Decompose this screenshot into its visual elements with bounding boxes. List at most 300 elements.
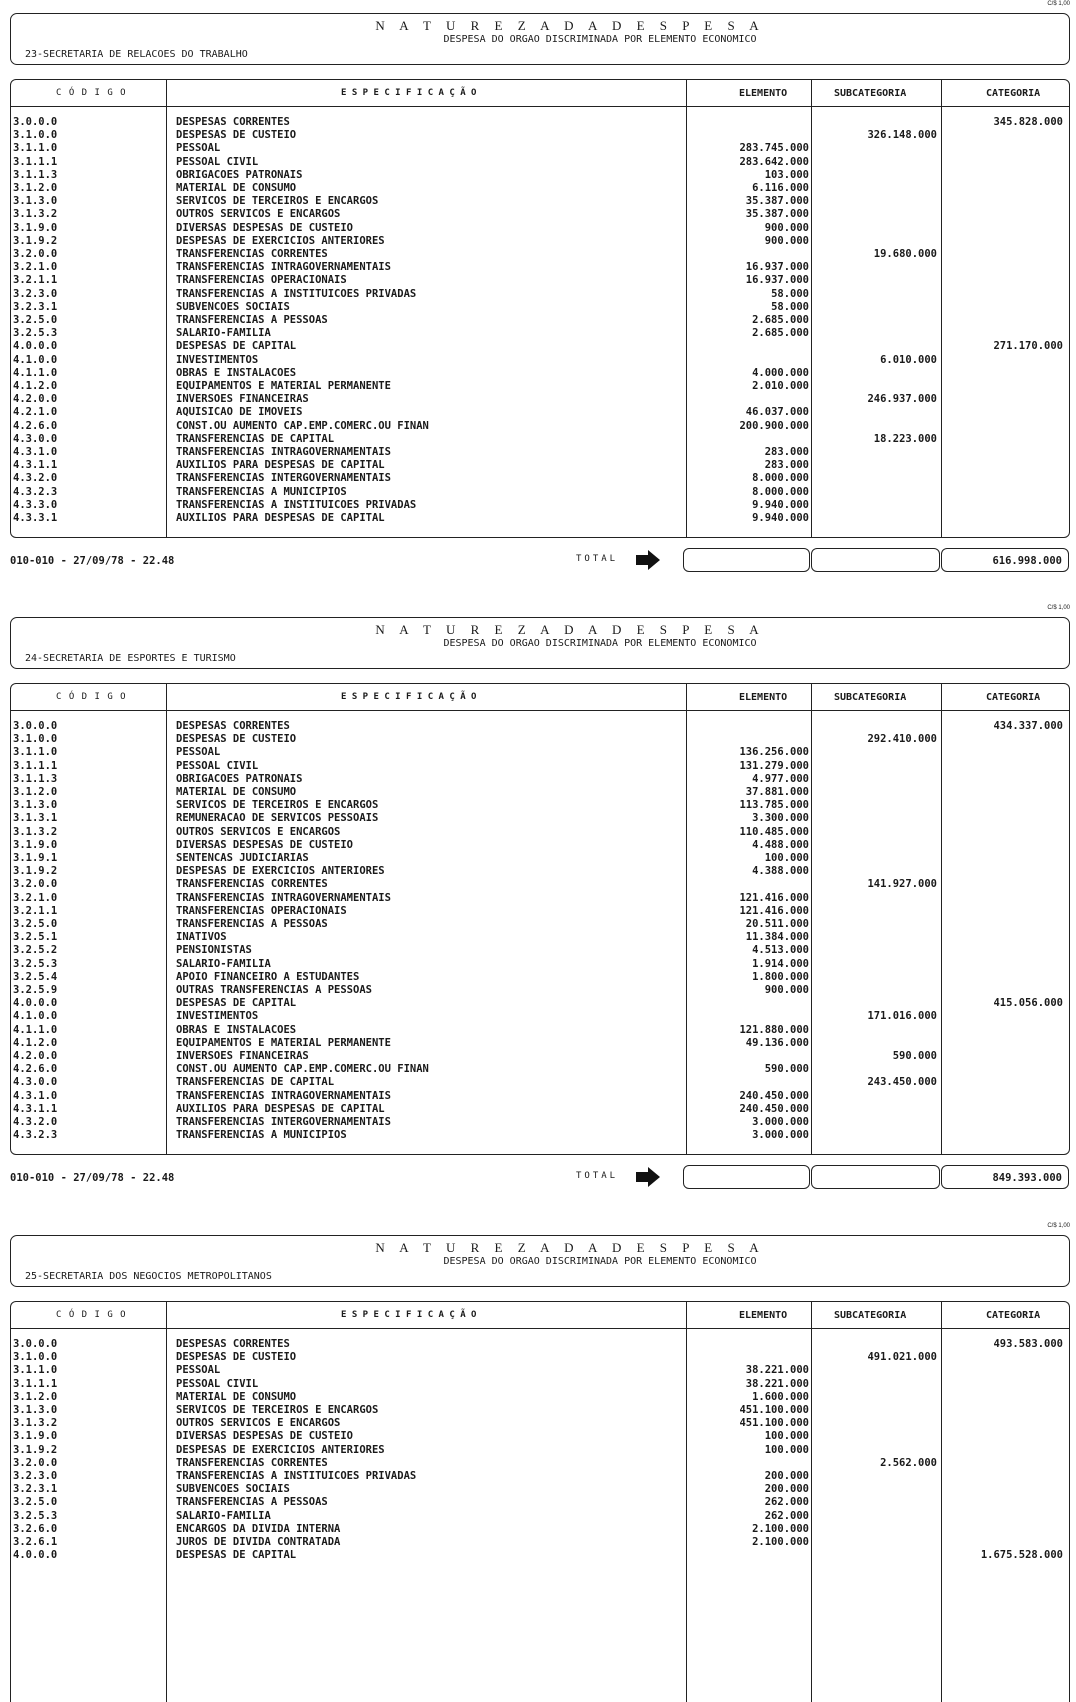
especificacao-cell: AUXILIOS PARA DESPESAS DE CAPITAL <box>176 1102 385 1115</box>
table-row <box>11 433 1069 446</box>
print-stamp: 010-010 - 27/09/78 - 22.48 <box>10 555 175 568</box>
codigo-cell: 3.1.9.2 <box>13 1443 58 1456</box>
currency-unit: C/$ 1,00 <box>1047 1223 1070 1229</box>
especificacao-cell: DESPESAS DE EXERCICIOS ANTERIORES <box>176 234 385 247</box>
especificacao-cell: DIVERSAS DESPESAS DE CUSTEIO <box>176 838 354 851</box>
table-row <box>11 288 1069 301</box>
especificacao-cell: OBRIGACOES PATRONAIS <box>176 772 303 785</box>
elemento-cell: 283.000 <box>764 459 809 472</box>
report-header-box <box>10 617 1070 669</box>
report-subtitle: DESPESA DO ORGAO DISCRIMINADA POR ELEMENTO ECONOMICO <box>443 638 757 649</box>
codigo-cell: 4.0.0.0 <box>13 997 58 1010</box>
elemento-cell: 1.600.000 <box>752 1390 809 1403</box>
table-row <box>11 1457 1069 1470</box>
col-header-especificacao: E S P E C I F I C A Ç Ã O <box>341 1310 477 1320</box>
especificacao-cell: TRANSFERENCIAS OPERACIONAIS <box>176 274 347 287</box>
table-row <box>11 1378 1069 1391</box>
elemento-cell: 200.000 <box>764 1470 809 1482</box>
codigo-cell: 3.2.0.0 <box>13 878 58 891</box>
elemento-cell: 2.100.000 <box>752 1536 809 1548</box>
table-row <box>11 129 1069 142</box>
elemento-cell: 110.485.000 <box>739 825 809 838</box>
especificacao-cell: TRANSFERENCIAS CORRENTES <box>176 1456 328 1469</box>
codigo-cell: 4.2.6.0 <box>13 1063 58 1076</box>
table-row <box>11 1129 1069 1142</box>
codigo-cell: 3.1.3.2 <box>13 825 58 838</box>
codigo-cell: 3.1.1.1 <box>13 759 58 772</box>
codigo-cell: 3.1.1.1 <box>13 155 58 168</box>
report-header-box <box>10 1235 1070 1287</box>
especificacao-cell: DESPESAS CORRENTES <box>176 116 290 128</box>
table-row <box>11 182 1069 195</box>
categoria-cell: 1.675.528.000 <box>980 1549 1063 1562</box>
table-row <box>11 773 1069 786</box>
especificacao-cell: MATERIAL DE CONSUMO <box>176 786 297 798</box>
table-row <box>11 459 1069 472</box>
codigo-cell: 4.3.3.0 <box>13 498 58 511</box>
table-row <box>11 944 1069 957</box>
elemento-cell: 2.010.000 <box>752 380 809 392</box>
total-elemento-box <box>683 1165 810 1189</box>
codigo-cell: 4.3.1.0 <box>13 446 58 458</box>
especificacao-cell: ENCARGOS DA DIVIDA INTERNA <box>176 1522 341 1535</box>
total-label: TOTAL <box>576 554 619 565</box>
table-row <box>11 512 1069 525</box>
elemento-cell: 121.880.000 <box>739 1023 809 1036</box>
elemento-cell: 100.000 <box>764 1443 809 1456</box>
table-row <box>11 1496 1069 1509</box>
table-row <box>11 1037 1069 1050</box>
total-categoria-box: 616.998.000 <box>941 548 1069 572</box>
table-row <box>11 1404 1069 1417</box>
especificacao-cell: APOIO FINANCEIRO A ESTUDANTES <box>176 970 360 983</box>
col-header-subcategoria: SUBCATEGORIA <box>834 692 907 703</box>
arrow-right-icon <box>636 550 660 570</box>
categoria-cell: 493.583.000 <box>993 1338 1063 1350</box>
table-header <box>11 1302 1069 1329</box>
table-row <box>11 931 1069 944</box>
table-row <box>11 1050 1069 1063</box>
especificacao-cell: DESPESAS CORRENTES <box>176 1338 290 1350</box>
especificacao-cell: OUTROS SERVICOS E ENCARGOS <box>176 1417 341 1430</box>
subcategoria-cell: 326.148.000 <box>867 129 937 142</box>
especificacao-cell: TRANSFERENCIAS A PESSOAS <box>176 918 328 930</box>
table-row <box>11 918 1069 931</box>
elemento-cell: 3.000.000 <box>752 1129 809 1142</box>
col-header-categoria: CATEGORIA <box>986 88 1041 99</box>
elemento-cell: 100.000 <box>764 852 809 864</box>
codigo-cell: 4.0.0.0 <box>13 1549 58 1562</box>
elemento-cell: 4.488.000 <box>752 838 809 851</box>
table-row <box>11 169 1069 182</box>
expense-table <box>10 1301 1070 1702</box>
subcategoria-cell: 292.410.000 <box>867 733 937 746</box>
especificacao-cell: INVESTIMENTOS <box>176 1010 259 1023</box>
codigo-cell: 4.3.3.1 <box>13 512 58 524</box>
especificacao-cell: PESSOAL <box>176 1364 221 1377</box>
elemento-cell: 20.511.000 <box>745 918 809 930</box>
elemento-cell: 200.900.000 <box>739 419 809 432</box>
codigo-cell: 3.2.5.3 <box>13 957 58 970</box>
especificacao-cell: TRANSFERENCIAS INTRAGOVERNAMENTAIS <box>176 446 391 458</box>
elemento-cell: 16.937.000 <box>745 261 809 274</box>
elemento-cell: 3.000.000 <box>752 1116 809 1128</box>
table-row <box>11 486 1069 499</box>
elemento-cell: 900.000 <box>764 984 809 996</box>
especificacao-cell: INVERSOES FINANCEIRAS <box>176 1050 309 1062</box>
codigo-cell: 4.2.1.0 <box>13 406 58 419</box>
elemento-cell: 103.000 <box>764 168 809 181</box>
elemento-cell: 8.000.000 <box>752 485 809 498</box>
codigo-cell: 3.1.1.0 <box>13 746 58 759</box>
especificacao-cell: TRANSFERENCIAS A PESSOAS <box>176 314 328 326</box>
subcategoria-cell: 19.680.000 <box>873 248 937 260</box>
table-row <box>11 720 1069 733</box>
especificacao-cell: SALARIO-FAMILIA <box>176 1509 271 1522</box>
especificacao-cell: DESPESAS DE CAPITAL <box>176 997 297 1010</box>
codigo-cell: 3.1.1.0 <box>13 142 58 155</box>
codigo-cell: 3.1.2.0 <box>13 182 58 194</box>
codigo-cell: 3.2.5.0 <box>13 1496 58 1509</box>
table-row <box>11 1510 1069 1523</box>
elemento-cell: 240.450.000 <box>739 1102 809 1115</box>
subcategoria-cell: 171.016.000 <box>867 1010 937 1023</box>
codigo-cell: 3.1.9.0 <box>13 221 58 234</box>
table-row <box>11 971 1069 984</box>
total-categoria-box: 849.393.000 <box>941 1165 1069 1189</box>
codigo-cell: 3.1.2.0 <box>13 1390 58 1403</box>
codigo-cell: 3.1.3.1 <box>13 812 58 825</box>
elemento-cell: 38.221.000 <box>745 1377 809 1390</box>
codigo-cell: 3.1.3.2 <box>13 208 58 221</box>
codigo-cell: 3.1.1.0 <box>13 1364 58 1377</box>
codigo-cell: 3.1.1.1 <box>13 1377 58 1390</box>
table-row <box>11 892 1069 905</box>
elemento-cell: 16.937.000 <box>745 274 809 287</box>
elemento-cell: 4.513.000 <box>752 944 809 957</box>
table-row <box>11 472 1069 485</box>
table-row <box>11 812 1069 825</box>
table-row <box>11 852 1069 865</box>
especificacao-cell: INATIVOS <box>176 931 227 944</box>
codigo-cell: 3.1.3.2 <box>13 1417 58 1430</box>
report-subtitle: DESPESA DO ORGAO DISCRIMINADA POR ELEMENTO ECONOMICO <box>443 1256 757 1267</box>
especificacao-cell: DIVERSAS DESPESAS DE CUSTEIO <box>176 1430 354 1443</box>
codigo-cell: 3.2.5.3 <box>13 327 58 340</box>
especificacao-cell: EQUIPAMENTOS E MATERIAL PERMANENTE <box>176 1036 391 1049</box>
especificacao-cell: CONST.OU AUMENTO CAP.EMP.COMERC.OU FINAN <box>176 1063 429 1076</box>
especificacao-cell: TRANSFERENCIAS A MUNICIPIOS <box>176 485 347 498</box>
table-row <box>11 195 1069 208</box>
codigo-cell: 3.1.0.0 <box>13 733 58 746</box>
table-row <box>11 1063 1069 1076</box>
elemento-cell: 100.000 <box>764 1430 809 1443</box>
elemento-cell: 1.914.000 <box>752 957 809 970</box>
especificacao-cell: TRANSFERENCIAS DE CAPITAL <box>176 432 335 445</box>
codigo-cell: 3.2.5.4 <box>13 970 58 983</box>
codigo-cell: 3.2.0.0 <box>13 1456 58 1469</box>
table-row <box>11 839 1069 852</box>
codigo-cell: 4.3.2.0 <box>13 472 58 485</box>
elemento-cell: 590.000 <box>764 1063 809 1076</box>
especificacao-cell: TRANSFERENCIAS CORRENTES <box>176 248 328 260</box>
especificacao-cell: TRANSFERENCIAS DE CAPITAL <box>176 1076 335 1089</box>
elemento-cell: 46.037.000 <box>745 406 809 419</box>
elemento-cell: 4.388.000 <box>752 865 809 878</box>
subcategoria-cell: 246.937.000 <box>867 393 937 406</box>
especificacao-cell: PESSOAL CIVIL <box>176 1377 259 1390</box>
table-row <box>11 367 1069 380</box>
section-23 <box>0 0 1076 600</box>
table-row <box>11 746 1069 759</box>
especificacao-cell: PESSOAL <box>176 142 221 155</box>
codigo-cell: 3.1.0.0 <box>13 129 58 142</box>
especificacao-cell: TRANSFERENCIAS A INSTITUICOES PRIVADAS <box>176 1470 417 1482</box>
especificacao-cell: TRANSFERENCIAS A INSTITUICOES PRIVADAS <box>176 287 417 300</box>
total-elemento-box <box>683 548 810 572</box>
subcategoria-cell: 590.000 <box>892 1050 937 1062</box>
codigo-cell: 3.1.1.3 <box>13 168 58 181</box>
table-row <box>11 314 1069 327</box>
especificacao-cell: TRANSFERENCIAS INTERGOVERNAMENTAIS <box>176 472 391 485</box>
elemento-cell: 4.977.000 <box>752 772 809 785</box>
codigo-cell: 3.2.1.1 <box>13 904 58 917</box>
elemento-cell: 200.000 <box>764 1483 809 1496</box>
table-row <box>11 1536 1069 1549</box>
especificacao-cell: PESSOAL <box>176 746 221 759</box>
especificacao-cell: SALARIO-FAMILIA <box>176 327 271 340</box>
elemento-cell: 240.450.000 <box>739 1089 809 1102</box>
table-row <box>11 248 1069 261</box>
especificacao-cell: SUBVENCOES SOCIAIS <box>176 300 290 313</box>
codigo-cell: 3.2.5.3 <box>13 1509 58 1522</box>
codigo-cell: 3.1.9.0 <box>13 838 58 851</box>
especificacao-cell: JUROS DE DIVIDA CONTRATADA <box>176 1536 341 1548</box>
table-row <box>11 1523 1069 1536</box>
codigo-cell: 4.1.1.0 <box>13 1023 58 1036</box>
especificacao-cell: DESPESAS DE CUSTEIO <box>176 733 297 746</box>
table-row <box>11 1364 1069 1377</box>
elemento-cell: 262.000 <box>764 1496 809 1509</box>
codigo-cell: 3.2.5.2 <box>13 944 58 957</box>
codigo-cell: 3.2.3.1 <box>13 300 58 313</box>
categoria-cell: 415.056.000 <box>993 997 1063 1010</box>
col-header-especificacao: E S P E C I F I C A Ç Ã O <box>341 692 477 702</box>
especificacao-cell: INVERSOES FINANCEIRAS <box>176 393 309 406</box>
subcategoria-cell: 2.562.000 <box>880 1456 937 1469</box>
table-row <box>11 116 1069 129</box>
subcategoria-cell: 6.010.000 <box>880 353 937 366</box>
especificacao-cell: EQUIPAMENTOS E MATERIAL PERMANENTE <box>176 380 391 392</box>
table-row <box>11 984 1069 997</box>
col-header-categoria: CATEGORIA <box>986 692 1041 703</box>
table-row <box>11 1076 1069 1089</box>
codigo-cell: 3.1.9.1 <box>13 852 58 864</box>
elemento-cell: 58.000 <box>771 300 809 313</box>
especificacao-cell: MATERIAL DE CONSUMO <box>176 1390 297 1403</box>
elemento-cell: 283.745.000 <box>739 142 809 155</box>
total-label: TOTAL <box>576 1171 619 1182</box>
codigo-cell: 4.3.2.3 <box>13 485 58 498</box>
especificacao-cell: DESPESAS DE CAPITAL <box>176 340 297 353</box>
especificacao-cell: MATERIAL DE CONSUMO <box>176 182 297 194</box>
table-row <box>11 393 1069 406</box>
categoria-cell: 434.337.000 <box>993 720 1063 732</box>
codigo-cell: 4.3.0.0 <box>13 432 58 445</box>
codigo-cell: 3.0.0.0 <box>13 1338 58 1350</box>
codigo-cell: 3.2.1.1 <box>13 274 58 287</box>
codigo-cell: 4.3.1.0 <box>13 1089 58 1102</box>
codigo-cell: 4.2.0.0 <box>13 1050 58 1062</box>
especificacao-cell: SERVICOS DE TERCEIROS E ENCARGOS <box>176 195 379 208</box>
table-row <box>11 1470 1069 1483</box>
table-row <box>11 997 1069 1010</box>
table-row <box>11 1430 1069 1443</box>
table-row <box>11 786 1069 799</box>
codigo-cell: 3.1.1.3 <box>13 772 58 785</box>
elemento-cell: 38.221.000 <box>745 1364 809 1377</box>
codigo-cell: 3.2.5.9 <box>13 984 58 996</box>
categoria-cell: 271.170.000 <box>993 340 1063 353</box>
table-row <box>11 1024 1069 1037</box>
table-row <box>11 865 1069 878</box>
especificacao-cell: SERVICOS DE TERCEIROS E ENCARGOS <box>176 1404 379 1416</box>
elemento-cell: 262.000 <box>764 1509 809 1522</box>
especificacao-cell: DESPESAS DE CAPITAL <box>176 1549 297 1562</box>
codigo-cell: 4.3.2.3 <box>13 1129 58 1142</box>
especificacao-cell: OBRIGACOES PATRONAIS <box>176 168 303 181</box>
table-row <box>11 1338 1069 1351</box>
table-row <box>11 905 1069 918</box>
codigo-cell: 3.2.5.1 <box>13 931 58 944</box>
codigo-cell: 3.1.3.0 <box>13 1404 58 1416</box>
especificacao-cell: OUTROS SERVICOS E ENCARGOS <box>176 825 341 838</box>
table-row <box>11 301 1069 314</box>
especificacao-cell: PENSIONISTAS <box>176 944 252 957</box>
codigo-cell: 3.2.6.0 <box>13 1522 58 1535</box>
table-row <box>11 499 1069 512</box>
subcategoria-cell: 491.021.000 <box>867 1351 937 1364</box>
especificacao-cell: SENTENCAS JUDICIARIAS <box>176 852 309 864</box>
col-header-elemento: ELEMENTO <box>739 692 788 703</box>
elemento-cell: 9.940.000 <box>752 498 809 511</box>
elemento-cell: 1.800.000 <box>752 970 809 983</box>
codigo-cell: 4.3.1.1 <box>13 459 58 472</box>
report-header-box <box>10 13 1070 65</box>
elemento-cell: 3.300.000 <box>752 812 809 825</box>
table-row <box>11 235 1069 248</box>
especificacao-cell: CONST.OU AUMENTO CAP.EMP.COMERC.OU FINAN <box>176 419 429 432</box>
report-title: N A T U R E Z A D A D E S P E S A <box>375 622 765 637</box>
table-row <box>11 327 1069 340</box>
table-row <box>11 799 1069 812</box>
codigo-cell: 4.1.1.0 <box>13 366 58 379</box>
codigo-cell: 3.1.3.0 <box>13 195 58 208</box>
elemento-cell: 35.387.000 <box>745 195 809 208</box>
table-row <box>11 1417 1069 1430</box>
codigo-cell: 3.2.1.0 <box>13 261 58 274</box>
table-row <box>11 222 1069 235</box>
especificacao-cell: PESSOAL CIVIL <box>176 759 259 772</box>
codigo-cell: 3.1.0.0 <box>13 1351 58 1364</box>
arrow-right-icon <box>636 1167 660 1187</box>
table-row <box>11 826 1069 839</box>
especificacao-cell: DESPESAS DE EXERCICIOS ANTERIORES <box>176 865 385 878</box>
table-row <box>11 420 1069 433</box>
especificacao-cell: PESSOAL CIVIL <box>176 155 259 168</box>
codigo-cell: 4.1.0.0 <box>13 353 58 366</box>
especificacao-cell: OUTRAS TRANSFERENCIAS A PESSOAS <box>176 984 372 996</box>
expense-table <box>10 683 1070 1155</box>
elemento-cell: 11.384.000 <box>745 931 809 944</box>
expense-table <box>10 79 1070 538</box>
col-header-categoria: CATEGORIA <box>986 1310 1041 1321</box>
table-header <box>11 80 1069 107</box>
table-row <box>11 1103 1069 1116</box>
codigo-cell: 4.3.1.1 <box>13 1102 58 1115</box>
table-row <box>11 340 1069 353</box>
col-header-codigo: C Ó D I G O <box>56 88 127 98</box>
table-row <box>11 274 1069 287</box>
especificacao-cell: TRANSFERENCIAS A INSTITUICOES PRIVADAS <box>176 498 417 511</box>
table-row <box>11 156 1069 169</box>
table-row <box>11 380 1069 393</box>
especificacao-cell: TRANSFERENCIAS INTRAGOVERNAMENTAIS <box>176 1089 391 1102</box>
codigo-cell: 3.1.9.0 <box>13 1430 58 1443</box>
especificacao-cell: TRANSFERENCIAS INTERGOVERNAMENTAIS <box>176 1116 391 1128</box>
codigo-cell: 4.1.2.0 <box>13 380 58 392</box>
table-row <box>11 406 1069 419</box>
categoria-cell: 345.828.000 <box>993 116 1063 128</box>
col-header-codigo: C Ó D I G O <box>56 1310 127 1320</box>
table-row <box>11 1351 1069 1364</box>
col-header-subcategoria: SUBCATEGORIA <box>834 88 907 99</box>
codigo-cell: 3.0.0.0 <box>13 116 58 128</box>
table-row <box>11 1549 1069 1562</box>
col-header-elemento: ELEMENTO <box>739 1310 788 1321</box>
table-row <box>11 1010 1069 1023</box>
col-header-codigo: C Ó D I G O <box>56 692 127 702</box>
elemento-cell: 2.685.000 <box>752 314 809 326</box>
codigo-cell: 3.2.0.0 <box>13 248 58 260</box>
total-subcategoria-box <box>811 1165 940 1189</box>
codigo-cell: 4.3.2.0 <box>13 1116 58 1128</box>
codigo-cell: 3.2.1.0 <box>13 891 58 904</box>
codigo-cell: 4.2.0.0 <box>13 393 58 406</box>
especificacao-cell: DESPESAS DE CUSTEIO <box>176 129 297 142</box>
organization-name: 25-SECRETARIA DOS NEGOCIOS METROPOLITANOS <box>25 1271 272 1282</box>
elemento-cell: 6.116.000 <box>752 182 809 194</box>
codigo-cell: 4.1.0.0 <box>13 1010 58 1023</box>
table-row <box>11 208 1069 221</box>
elemento-cell: 900.000 <box>764 221 809 234</box>
report-title: N A T U R E Z A D A D E S P E S A <box>375 18 765 33</box>
table-row <box>11 354 1069 367</box>
especificacao-cell: TRANSFERENCIAS CORRENTES <box>176 878 328 891</box>
especificacao-cell: OBRAS E INSTALACOES <box>176 366 297 379</box>
especificacao-cell: TRANSFERENCIAS INTRAGOVERNAMENTAIS <box>176 261 391 274</box>
codigo-cell: 3.2.5.0 <box>13 314 58 326</box>
codigo-cell: 3.2.6.1 <box>13 1536 58 1548</box>
currency-unit: C/$ 1,00 <box>1047 1 1070 7</box>
table-row <box>11 1391 1069 1404</box>
elemento-cell: 8.000.000 <box>752 472 809 485</box>
especificacao-cell: INVESTIMENTOS <box>176 353 259 366</box>
table-row <box>11 733 1069 746</box>
col-header-especificacao: E S P E C I F I C A Ç Ã O <box>341 88 477 98</box>
organization-name: 24-SECRETARIA DE ESPORTES E TURISMO <box>25 653 236 664</box>
codigo-cell: 3.1.3.0 <box>13 799 58 812</box>
